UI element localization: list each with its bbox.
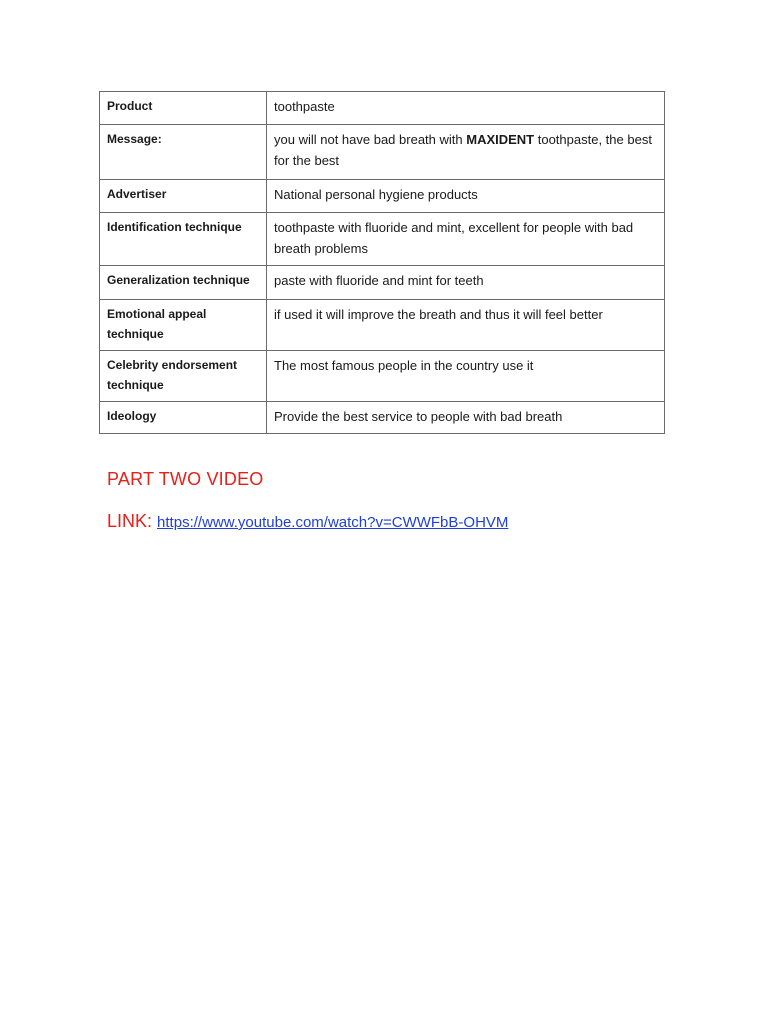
row-value-generalization: paste with fluoride and mint for teeth: [267, 266, 665, 300]
row-value-message: [267, 125, 665, 180]
row-value-product: toothpaste: [267, 92, 665, 125]
row-label-advertiser: Advertiser: [100, 180, 267, 213]
table-row: [100, 125, 665, 180]
row-label-ideology: Ideology: [100, 402, 267, 434]
video-link-line: [107, 511, 508, 532]
row-label-product: Product: [100, 92, 267, 125]
message-text-after: toothpaste, the best for the best: [274, 132, 652, 168]
link-label: LINK:: [107, 511, 153, 531]
row-label-message: Message:: [100, 125, 267, 180]
row-label-generalization: Generalization technique: [100, 266, 267, 300]
row-label-emotional-appeal: Emotional appeal technique: [100, 300, 267, 351]
row-value-ideology: Provide the best service to people with bad breath: [267, 402, 665, 434]
row-value-celebrity-endorsement: The most famous people in the country use it: [267, 351, 665, 402]
row-label-celebrity-endorsement: Celebrity endorsement technique: [100, 351, 267, 402]
brand-name-bold: MAXIDENT: [466, 132, 535, 147]
row-label-identification: Identification technique: [100, 213, 267, 266]
table-row: [100, 180, 665, 213]
table-row: [100, 213, 665, 266]
row-value-emotional-appeal: if used it will improve the breath and thus it will feel better: [267, 300, 665, 351]
table-row: [100, 351, 665, 402]
row-value-advertiser: National personal hygiene products: [267, 180, 665, 213]
part-two-heading: PART TWO VIDEO: [107, 469, 264, 489]
youtube-video-link[interactable]: https://www.youtube.com/watch?v=CWWFbB-OHVM: [157, 514, 509, 531]
table-row: [100, 92, 665, 125]
message-text-before: you will not have bad breath with: [274, 132, 467, 147]
table-row: [100, 402, 665, 434]
advertisement-analysis-table: [99, 91, 665, 434]
table-row: [100, 300, 665, 351]
row-value-identification: toothpaste with fluoride and mint, excellent for people with bad breath problems: [267, 213, 665, 266]
table-row: [100, 266, 665, 300]
